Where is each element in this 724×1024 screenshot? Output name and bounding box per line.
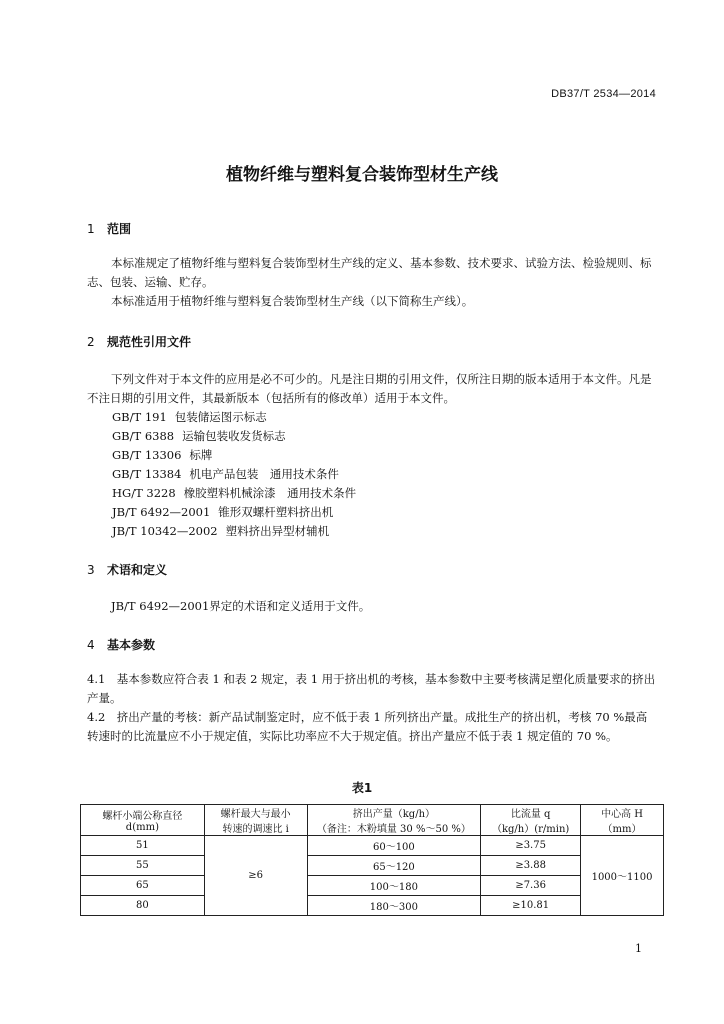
document-title: 植物纤维与塑料复合装饰型材生产线 [226, 165, 498, 185]
reference-code: GB/T 13384 [112, 467, 182, 481]
header-line-2: （mm） [602, 824, 642, 835]
header-line-2: （kg/h）(r/min) [491, 824, 570, 835]
section-2-heading [87, 333, 191, 350]
specific-flow-cell: ≥3.75 [481, 836, 581, 856]
section-2-paragraph-1 [87, 370, 657, 408]
section-title: 基本参数 [107, 638, 156, 652]
reference-code: GB/T 13306 [112, 448, 182, 462]
paragraph-text: 4.1 基本参数应符合表 1 和表 2 规定，表 1 用于挤出机的考核，基本参数中主要考核满足塑化质量要求的挤出产量。 [87, 672, 656, 705]
header-line-1: 中心高 H [601, 809, 643, 820]
output-cell: 180～300 [307, 896, 481, 916]
reference-name: 包装储运图示标志 [174, 410, 267, 424]
diameter-cell: 80 [81, 896, 205, 916]
header-cell [581, 805, 664, 836]
section-title: 术语和定义 [107, 563, 168, 577]
header-line-2: d(mm) [125, 822, 159, 833]
reference-name: 标牌 [189, 448, 213, 462]
section-1-heading [87, 220, 131, 237]
section-number: 4 [87, 638, 95, 652]
diameter-cell: 51 [81, 836, 205, 856]
table-row [81, 876, 664, 896]
output-cell: 60～100 [307, 836, 481, 856]
reference-item [112, 503, 333, 522]
specific-flow-cell: ≥3.88 [481, 856, 581, 876]
header-line-1: 比流量 q [510, 809, 551, 820]
header-line-2: 转速的调速比 i [222, 824, 289, 835]
clause-4-2 [87, 708, 657, 746]
paragraph-text: JB/T 6492—2001界定的术语和定义适用于文件。 [111, 599, 371, 613]
paragraph-text: 下列文件对于本文件的应用是必不可少的。凡是注日期的引用文件，仅所注日期的版本适用于本文件。凡是不注日期的引用文件，其最新版本（包括所有的修改单）适用于本文件。 [87, 372, 652, 405]
diameter-cell: 65 [81, 876, 205, 896]
section-title: 范围 [107, 222, 132, 236]
standard-code: DB37/T 2534—2014 [551, 88, 656, 100]
header-line-1: 螺杆小端公称直径 [102, 811, 183, 822]
section-3-heading [87, 561, 167, 578]
reference-code: JB/T 10342—2002 [112, 524, 218, 538]
reference-name: 运输包装收发货标志 [182, 429, 286, 443]
header-cell [81, 805, 205, 836]
section-1-paragraph-2 [87, 292, 657, 311]
center-height-cell: 1000～1100 [581, 836, 664, 916]
section-title: 规范性引用文件 [107, 335, 192, 349]
section-number: 3 [87, 563, 95, 577]
reference-name: 机电产品包装 通用技术条件 [189, 467, 339, 481]
specific-flow-cell: ≥10.81 [481, 896, 581, 916]
table-caption: 表1 [351, 781, 373, 795]
reference-code: JB/T 6492—2001 [112, 505, 211, 519]
table-row [81, 896, 664, 916]
table-header-row [81, 805, 664, 836]
table-row [81, 856, 664, 876]
paragraph-text: 本标准规定了植物纤维与塑料复合装饰型材生产线的定义、基本参数、技术要求、试验方法、检验规则、标志、包装、运输、贮存。 [87, 256, 652, 289]
reference-name: 塑料挤出异型材辅机 [225, 524, 330, 538]
header-line-1: 挤出产量（kg/h） [352, 809, 436, 820]
header-line-2: （备注：木粉填量 30 %～50 %） [316, 824, 471, 835]
table-row [81, 836, 664, 856]
reference-item [112, 522, 329, 541]
header-cell [204, 805, 307, 836]
reference-code: GB/T 191 [112, 410, 167, 424]
paragraph-text: 本标准适用于植物纤维与塑料复合装饰型材生产线（以下简称生产线）。 [111, 294, 474, 308]
paragraph-text: 4.2 挤出产量的考核：新产品试制鉴定时，应不低于表 1 所列挤出产量。成批生产的挤出机，考核 70 %最高转速时的比流量应不小于规定值，实际比功率应不大于规定值。挤出产量应不低于表 1 规定值的 70 %。 [87, 710, 648, 743]
page-number: 1 [635, 942, 642, 955]
section-3-paragraph-1 [87, 597, 657, 616]
section-1-paragraph-1 [87, 254, 657, 292]
reference-item [112, 446, 212, 465]
output-cell: 65～120 [307, 856, 481, 876]
reference-name: 橡胶塑料机械涂漆 通用技术条件 [183, 486, 357, 500]
reference-code: HG/T 3228 [112, 486, 176, 500]
header-line-1: 螺杆最大与最小 [220, 809, 291, 820]
reference-item [112, 465, 339, 484]
diameter-cell: 55 [81, 856, 205, 876]
reference-item [112, 408, 267, 427]
section-number: 2 [87, 335, 95, 349]
header-cell [481, 805, 581, 836]
reference-item [112, 427, 286, 446]
reference-item [112, 484, 356, 503]
reference-code: GB/T 6388 [112, 429, 175, 443]
reference-name: 锥形双螺杆塑料挤出机 [218, 505, 334, 519]
output-cell: 100～180 [307, 876, 481, 896]
speed-ratio-cell: ≥6 [204, 836, 307, 916]
clause-4-1 [87, 670, 657, 708]
section-4-heading [87, 636, 155, 653]
specific-flow-cell: ≥7.36 [481, 876, 581, 896]
section-number: 1 [87, 222, 95, 236]
header-cell [307, 805, 481, 836]
parameters-table [80, 804, 664, 916]
